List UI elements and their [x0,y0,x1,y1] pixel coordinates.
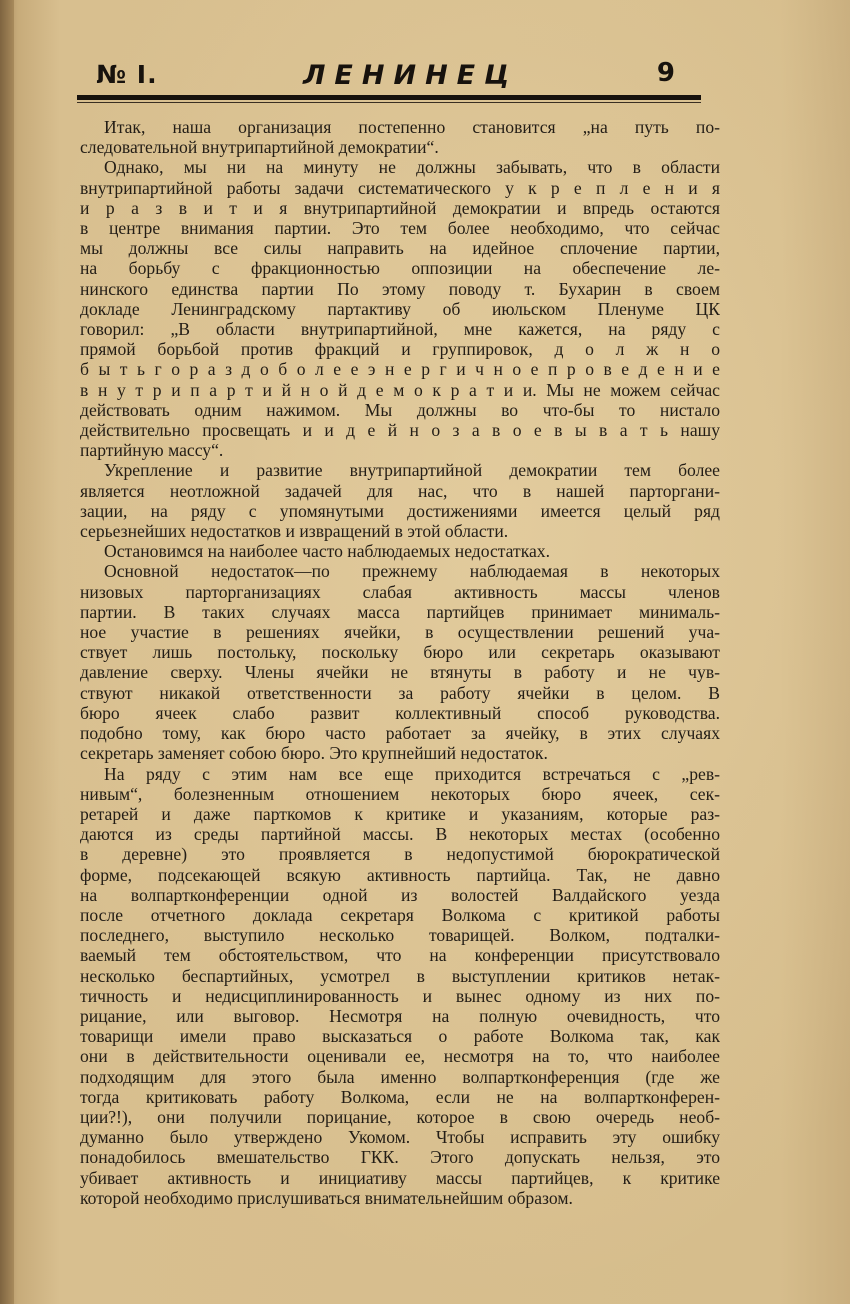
text-line: мы должны все силы направить на идейное сплочение партии, [80,238,720,259]
text-line: Остановимся на наиболее часто наблюдаемых недостатках. [104,541,550,562]
text-line: даются из среды партийной массы. В некоторых местах (особенно [80,824,720,845]
text-line: следовательной внутрипартийной демократии“. [80,137,439,158]
text-line: ваемый тем обстоятельством, что на конференции присутствовало [80,945,720,966]
text-line: партии. В таких случаях масса партийцев принимает минималь- [80,601,720,622]
text-line: ное участие в решениях ячейки, в осуществлении решений уча- [80,622,720,643]
text-line: действительно просвещать и и д е й н о з а в о е в ы в а т ь нашу [80,420,720,441]
text-line: нинского единства партии По этому поводу т. Бухарин в своем [80,278,720,299]
text-line: они в действительности оценивали ее, несмотря на то, что наиболее [80,1046,720,1067]
text-line: убивает активность и инициативу массы партийцев, к критике [80,1167,720,1188]
text-line: низовых парторганизациях слабая активность массы членов [80,581,720,602]
text-line: которой необходимо прислушиваться внимательнейшим образом. [80,1187,573,1208]
text-line: понадобилось вмешательство ГКК. Этого допускать нельзя, это [80,1147,720,1168]
binding-edge [0,0,14,1304]
text-line: действовать одним нажимом. Мы должны во что-бы то нистало [80,399,720,420]
header-rule [77,95,701,100]
text-line: ствует лишь постольку, поскольку бюро или секретарь оказывают [80,642,720,663]
text-line: рицание, или выговор. Несмотря на полную очевидность, что [80,1005,720,1026]
text-line: На ряду с этим нам все еще приходится встречаться с „рев- [104,763,720,784]
text-line: ствуют никакой ответственности за работу ячейки в целом. В [80,682,720,703]
text-line: прямой борьбой против фракций и группировок, д о л ж н о [80,339,720,360]
text-line: серьезнейших недостатков и извращений в этой области. [80,521,509,542]
text-line: несколько беспартийных, усмотрел в выступлении критиков нетак- [80,965,720,986]
text-line: внутрипартийной работы задачи систематического у к р е п л е н и я [80,177,720,198]
header-rule-thin [77,102,701,103]
text-line: нивым“, болезненным отношением некоторых бюро ячеек, сек- [80,783,720,804]
text-line: товарищи имели право высказаться о работе Волкома так, как [80,1026,720,1047]
text-line: секретарь заменяет собою бюро. Это крупнейший недостаток. [80,743,548,764]
page-number: 9 [656,58,675,88]
text-line: партийную массу“. [80,440,224,461]
text-line: Однако, мы ни на минуту не должны забывать, что в области [104,157,720,178]
article-body [80,117,720,1208]
text-line: думанно было утверждено Укомом. Чтобы исправить эту ошибку [80,1127,720,1148]
text-line: тогда критиковать работу Волкома, если не на волпартконферен- [80,1086,720,1107]
text-line: говорил: „В области внутрипартийной, мне кажется, на ряду с [80,319,720,340]
text-line: б ы т ь г о р а з д о б о л е е э н е р г и ч н о е п р о в е д е н и е [80,359,720,380]
issue-number: № I. [96,60,158,89]
text-line: является неотложной задачей для нас, что в нашей парторгани- [80,480,720,501]
text-line: в центре внимания партии. Это тем более необходимо, что сейчас [80,218,720,239]
text-line: в деревне) это проявляется в недопустимой бюрократической [80,844,720,865]
text-line: давление сверху. Члены ячейки не втянуты в работу и не чув- [80,662,720,683]
publication-title: ЛЕНИНЕЦ [303,60,519,91]
text-line: зации, на ряду с упомянутыми достижениями имеется целый ряд [80,500,720,521]
text-line: форме, подсекающей всякую активность партийца. Так, не давно [80,864,720,885]
text-line: подходящим для этого была именно волпартконференция (где же [80,1066,720,1087]
running-header [96,58,701,94]
text-line: докладе Ленинградскому партактиву об июльском Пленуме ЦК [80,298,720,319]
text-line: ретарей и даже парткомов к критике и указаниям, которые раз- [80,803,720,824]
text-line: подобно тому, как бюро часто работает за ячейку, в этих случаях [80,723,720,744]
text-line: бюро ячеек слабо развит коллективный способ руководства. [80,702,720,723]
text-line: на волпартконференции одной из волостей Валдайского уезда [80,884,720,905]
text-line: в н у т р и п а р т и й н о й д е м о к р а т и и. Мы не можем сейчас [80,379,720,400]
text-line: последнего, выступило несколько товарищей. Волком, подталки- [80,925,720,946]
text-line: Итак, наша организация постепенно становится „на путь по- [104,117,720,137]
text-line: ции?!), они получили порицание, которое в свою очередь необ- [80,1106,720,1127]
text-line: Укрепление и развитие внутрипартийной демократии тем более [104,460,720,481]
text-line: тичность и недисциплинированность и вынес одному из них по- [80,985,720,1006]
text-line: и р а з в и т и я внутрипартийной демократии и впредь остаются [80,197,720,218]
text-line: на борьбу с фракционностью оппозиции на обеспечение ле- [80,258,720,279]
text-line: Основной недостаток—по прежнему наблюдаемая в некоторых [104,561,720,582]
text-line: после отчетного доклада секретаря Волкома с критикой работы [80,904,720,925]
